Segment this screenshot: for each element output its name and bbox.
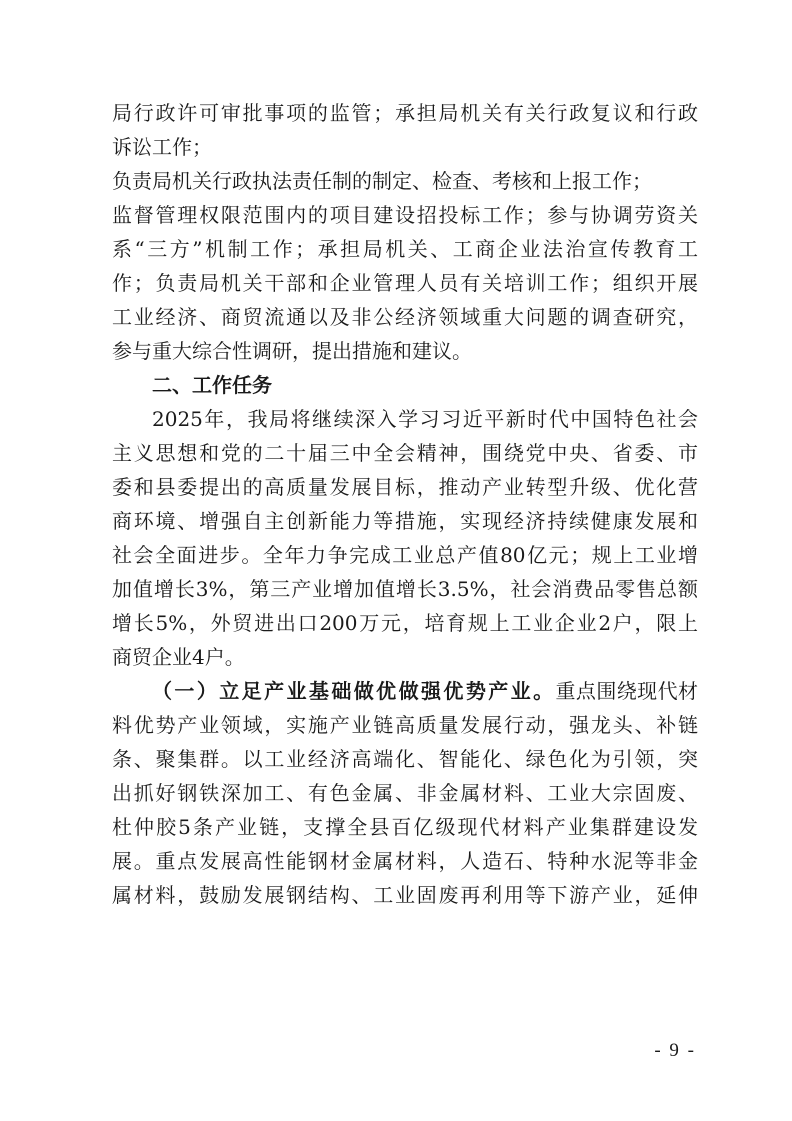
body-line: 委和县委提出的高质量发展目标，推动产业转型升级、优化营 <box>112 475 698 499</box>
body-line: 商环境、增强自主创新能力等措施，实现经济持续健康发展和 <box>112 509 698 533</box>
body-line: 2025年，我局将继续深入学习习近平新时代中国特色社会 <box>152 407 698 431</box>
section-heading: 二、工作任务 <box>152 373 272 397</box>
body-line: 商贸企业4户。 <box>112 645 245 669</box>
body-line: 系“三方”机制工作；承担局机关、工商企业法治宣传教育工 <box>112 237 698 261</box>
body-line: 加值增长3%，第三产业增加值增长3.5%，社会消费品零售总额 <box>112 577 698 601</box>
body-line: 参与重大综合性调研，提出措施和建议。 <box>112 339 472 363</box>
body-text: 重点围绕现代材 <box>555 679 699 703</box>
body-line: 展。重点发展高性能钢材金属材料，人造石、特种水泥等非金 <box>112 849 698 873</box>
body-line: 条、聚集群。以工业经济高端化、智能化、绿色化为引领，突 <box>112 747 698 771</box>
body-line: 属材料，鼓励发展钢结构、工业固废再利用等下游产业，延伸 <box>112 883 698 907</box>
body-line: 负责局机关行政执法责任制的制定、检查、考核和上报工作； <box>112 169 652 193</box>
body-line: 作；负责局机关干部和企业管理人员有关培训工作；组织开展 <box>112 271 698 295</box>
subsection-heading: （一）立足产业基础做优做强优势产业。 <box>152 679 556 703</box>
body-line: 主义思想和党的二十届三中全会精神，围绕党中央、省委、市 <box>112 441 698 465</box>
document-page <box>112 96 698 912</box>
body-line: 增长5%，外贸进出口200万元，培育规上工业企业2户，限上 <box>112 611 698 635</box>
page-number: - 9 - <box>654 1040 696 1061</box>
body-line: 监督管理权限范围内的项目建设招投标工作；参与协调劳资关 <box>112 203 698 227</box>
body-line <box>112 674 698 708</box>
body-line: 诉讼工作； <box>112 135 212 159</box>
body-line: 局行政许可审批事项的监管；承担局机关有关行政复议和行政 <box>112 101 698 125</box>
body-line: 出抓好钢铁深加工、有色金属、非金属材料、工业大宗固废、 <box>112 781 698 805</box>
body-line: 工业经济、商贸流通以及非公经济领域重大问题的调查研究， <box>112 305 698 329</box>
body-line: 杜仲胶5条产业链，支撑全县百亿级现代材料产业集群建设发 <box>112 815 698 839</box>
body-line: 社会全面进步。全年力争完成工业总产值80亿元；规上工业增 <box>112 543 698 567</box>
body-line: 料优势产业领域，实施产业链高质量发展行动，强龙头、补链 <box>112 713 698 737</box>
